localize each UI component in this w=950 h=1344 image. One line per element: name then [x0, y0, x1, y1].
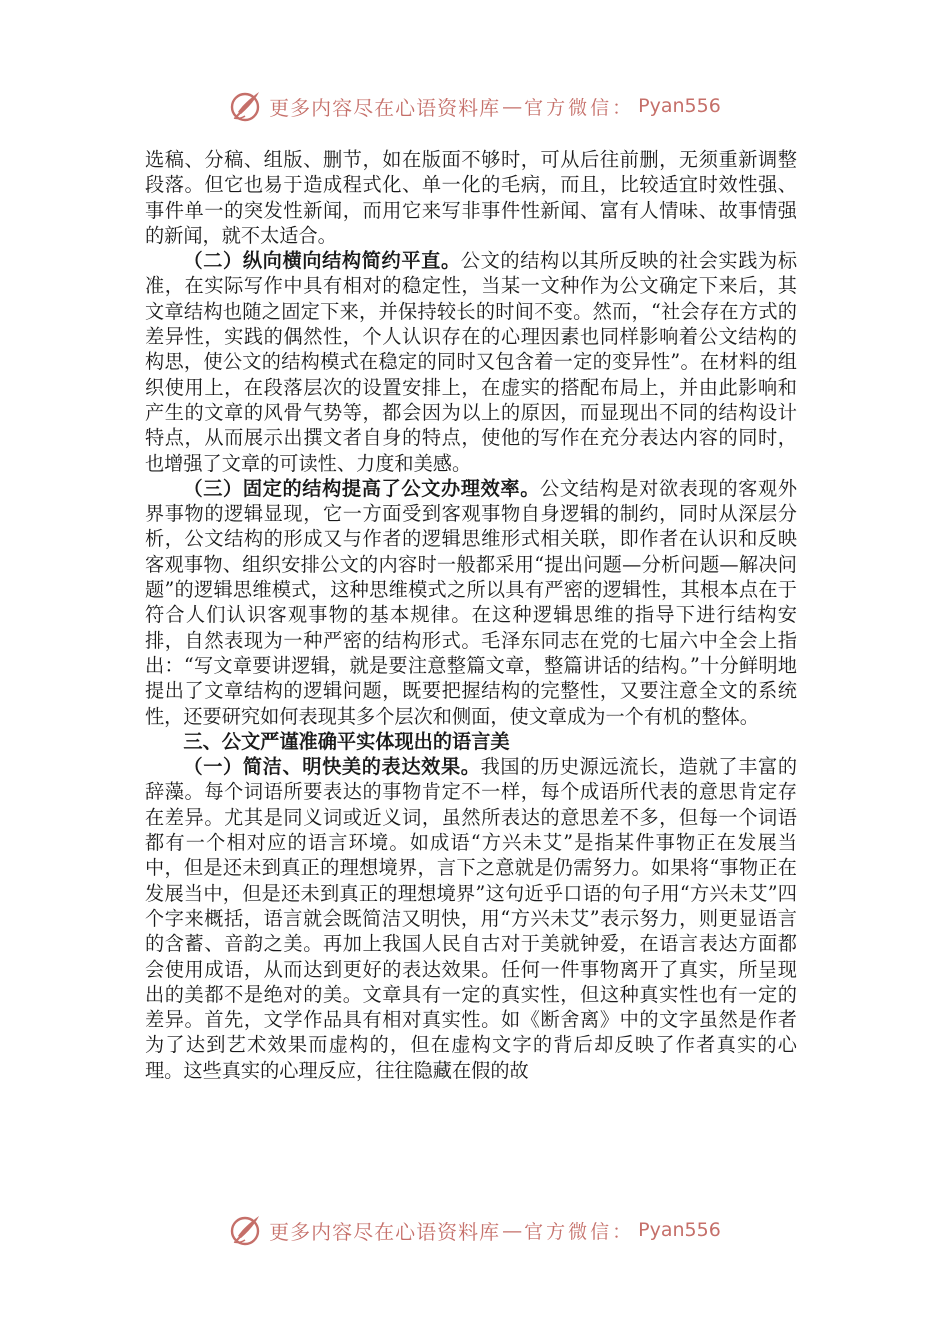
watermark-wechat-label: 官方微信：	[524, 96, 635, 119]
paragraph-lead-heading: （二）纵向横向结构简约平直。	[183, 249, 461, 273]
watermark-wechat-id: Pyan556	[638, 1219, 721, 1241]
section-heading: 三、公文严谨准确平实体现出的语言美	[183, 729, 510, 753]
watermark-wechat-id: Pyan556	[638, 95, 721, 117]
paragraph-text: 选稿、分稿、组版、删节，如在版面不够时，可从后往前删，无须重新调整段落。但它也易于造成程式化、单一化的毛病，而且，比较适宜时效性强、事件单一的突发性新闻，而用它来写非事件性新闻、富有人情味、故事情强的新闻，就不太适合。	[145, 148, 797, 247]
header-watermark	[0, 86, 950, 126]
paragraph-continuation	[145, 147, 797, 248]
document-body	[145, 147, 797, 1083]
quill-pen-seal-icon	[229, 88, 265, 124]
watermark-wechat-label: 官方微信：	[524, 1220, 635, 1243]
paragraph-text: 公文的结构以其所反映的社会实践为标准，在实际写作中具有相对的稳定性，当某一文种作为公文确定下来后，其文章结构也随之固定下来，并保持较长的时间不变。然而，“社会存在方式的差异性，实践的偶然性，个人认识存在的心理因素也同样影响着公文结构的构思，使公文的结构模式在稳定的同时又包含着一定的变异性”。在材料的组织使用上，在段落层次的设置安排上，在虚实的搭配布局上，并由此影响和产生的文章的风骨气势等，都会因为以上的原因，而显现出不同的结构设计特点，从而展示出撰文者自身的特点，使他的写作在充分表达内容的同时，也增强了文章的可读性、力度和美感。	[145, 249, 798, 475]
paragraph-fixed-structure-efficiency	[145, 476, 797, 729]
paragraph-vertical-horizontal-structure	[145, 248, 797, 476]
paragraph-text: 我国的历史源远流长，造就了丰富的辞藻。每个词语所要表达的事物肯定不一样，每个成语所代表的意思肯定存在差异。尤其是同义词或近义词，虽然所表达的意思差不多，但每一个词语都有一个相对应的语言环境。如成语“方兴未艾”是指某件事物正在发展当中，但是还未到真正的理想境界，言下之意就是仍需努力。如果将“事物正在发展当中，但是还未到真正的理想境界”这句近乎口语的句子用“方兴未艾”四个字来概括，语言就会既简洁又明快，用“方兴未艾”表示努力，则更显语言的含蓄、音韵之美。再加上我国人民自古对于美就钟爱，在语言表达方面都会使用成语，从而达到更好的表达效果。任何一件事物离开了真实，所呈现出的美都不是绝对的美。文章具有一定的真实性，但这种真实性也有一定的差异。首先，文学作品具有相对真实性。如《断舍离》中的文字虽然是作者为了达到艺术效果而虚构的，但在虚构文字的背后却反映了作者真实的心理。这些真实的心理反应，往往隐藏在假的故	[145, 755, 798, 1082]
watermark-site-name: 更多内容尽在心语资料库	[269, 1219, 501, 1244]
paragraph-lead-heading: （三）固定的结构提高了公文办理效率。	[183, 476, 541, 500]
paragraph-concise-expression	[145, 754, 797, 1083]
watermark-site-name: 更多内容尽在心语资料库	[269, 95, 501, 120]
watermark-dash: —	[502, 1218, 523, 1242]
paragraph-text: 公文结构是对欲表现的客观外界事物的逻辑显现，它一方面受到客观事物自身逻辑的制约，同时从深层分析，公文结构的形成又与作者的逻辑思维形式相关联，即作者在认识和反映客观事物、组织安排公文的内容时一般都采用“提出问题—分析问题—解决问题”的逻辑思维模式，这种思维模式之所以具有严密的逻辑性，其根本点在于符合人们认识客观事物的基本规律。在这种逻辑思维的指导下进行结构安排，自然表现为一种严密的结构形式。毛泽东同志在党的七届六中全会上指出：“写文章要讲逻辑，就是要注意整篇文章，整篇讲话的结构。”十分鲜明地提出了文章结构的逻辑问题，既要把握结构的完整性，又要注意全文的系统性，还要研究如何表现其多个层次和侧面，使文章成为一个有机的整体。	[145, 476, 798, 728]
quill-pen-seal-icon	[229, 1212, 265, 1248]
watermark-dash: —	[502, 94, 523, 118]
footer-watermark	[0, 1210, 950, 1250]
paragraph-lead-heading: （一）简洁、明快美的表达效果。	[183, 755, 481, 779]
